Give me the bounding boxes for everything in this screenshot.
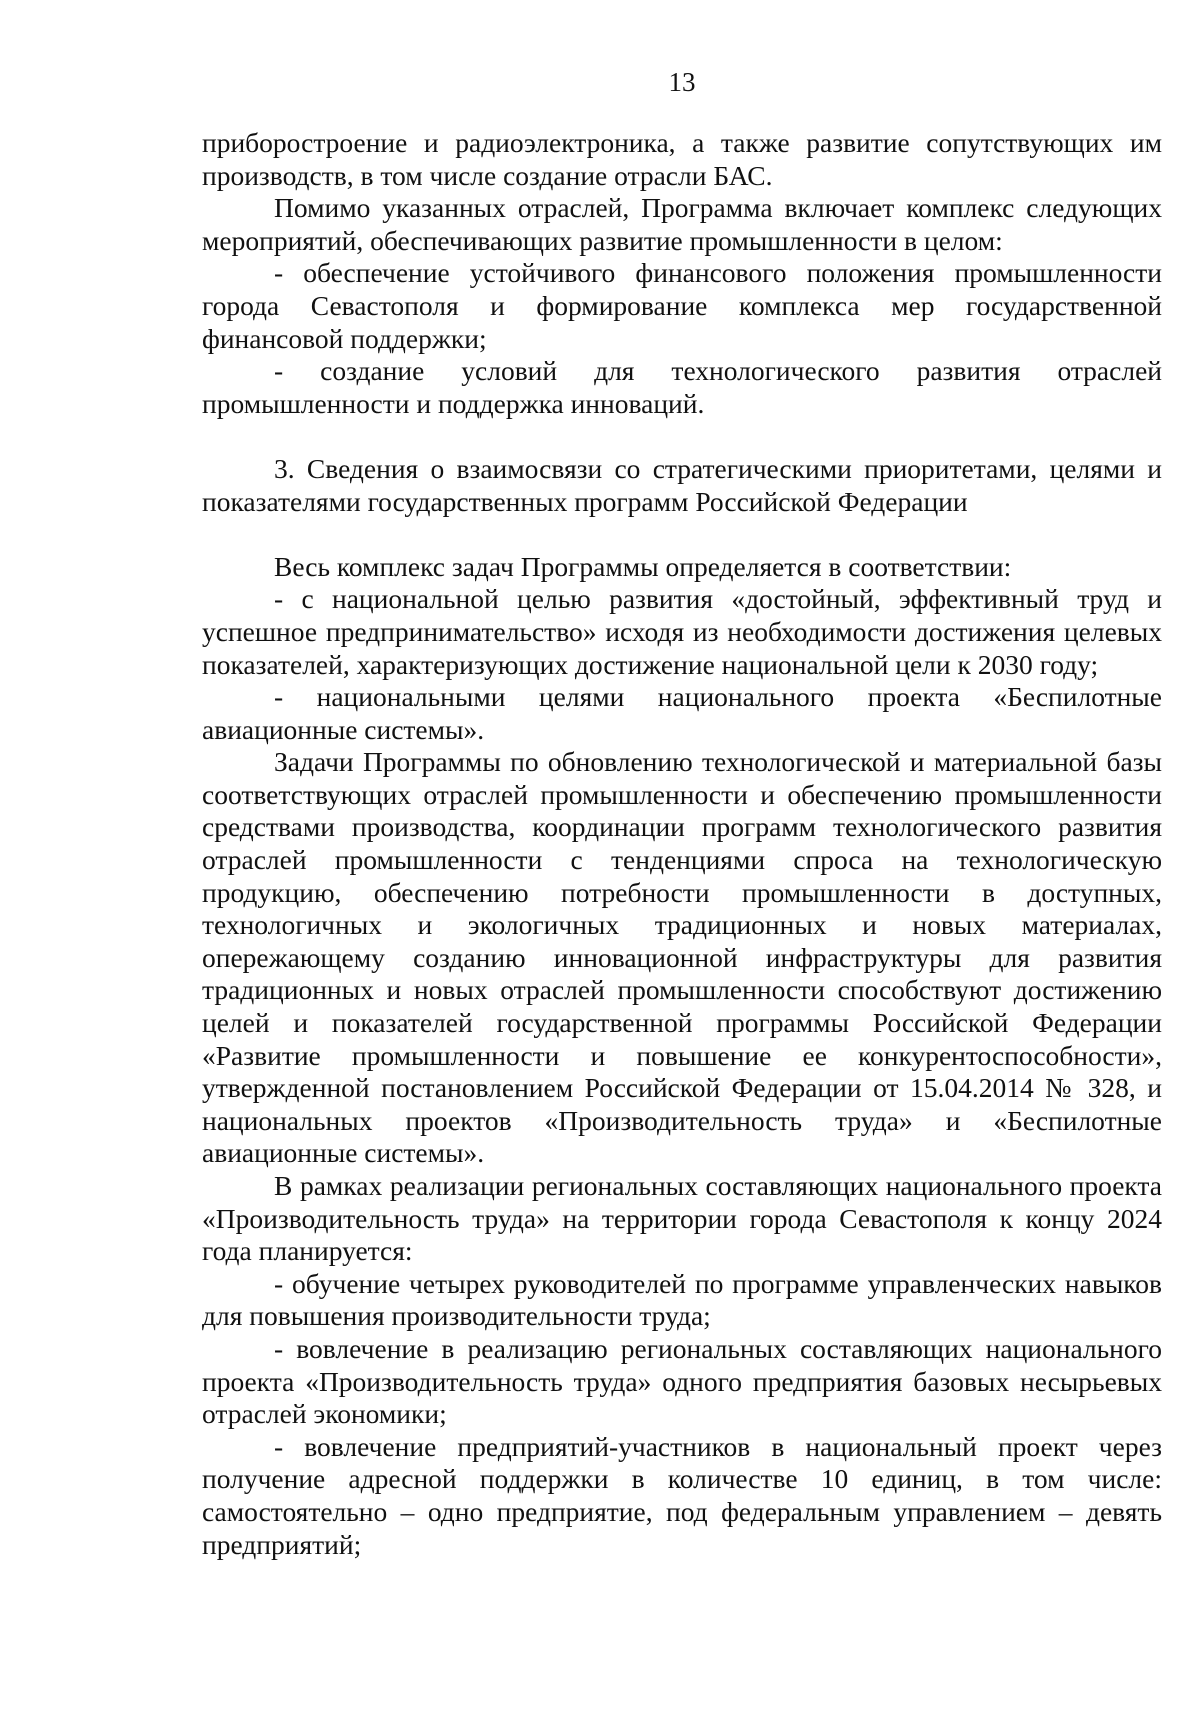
document-body [202,127,1162,1561]
list-item-national-goal: - с национальной целью развития «достойный, эффективный труд и успешное предпринимательство» исходя из необходимости достижения целевых показателей, характеризующих достижение национальной цели к 2030 году; [202,583,1162,680]
list-item-technology-conditions: - создание условий для технологического развития отраслей промышленности и поддержка инноваций. [202,355,1162,419]
paragraph-program-measures: Помимо указанных отраслей, Программа включает комплекс следующих мероприятий, обеспечивающих развитие промышленности в целом: [202,192,1162,256]
paragraph-program-tasks: Задачи Программы по обновлению технологической и материальной базы соответствующих отраслей промышленности и обеспечению промышленности средствами производства, координации программ технологического развития отраслей промышленности с тенденциями спроса на технологическую продукцию, обеспечению потребности промышленности в доступных, технологичных и экологичных традиционных и новых материалах, опережающему созданию инновационной инфраструктуры для развития традиционных и новых отраслей промышленности способствуют достижению целей и показателей государственной программы Российской Федерации «Развитие промышленности и повышение ее конкурентоспособности», утвержденной постановлением Российской Федерации от 15.04.2014 № 328, и национальных проектов «Производительность труда» и «Беспилотные авиационные системы». [202,746,1162,1169]
section-heading: 3. Сведения о взаимосвязи со стратегическими приоритетами, целями и показателями государственных программ Российской Федерации [202,452,1162,517]
list-item-uav-project: - национальными целями национального проекта «Беспилотные авиационные системы». [202,681,1162,745]
list-item-financial-support: - обеспечение устойчивого финансового положения промышленности города Севастополя и формирование комплекса мер государственной финансовой поддержки; [202,257,1162,354]
paragraph-tasks-intro: Весь комплекс задач Программы определяется в соответствии: [274,550,1012,582]
list-item-targeted-support: - вовлечение предприятий-участников в национальный проект через получение адресной поддержки в количестве 10 единиц, в том числе: самостоятельно – одно предприятие, под федеральным управлением – девять предприятий; [202,1430,1162,1560]
page-number: 13 [668,67,696,97]
paragraph-productivity-project: В рамках реализации региональных составляющих национального проекта «Производительность труда» на территории города Севастополя к концу 2024 года планируется: [202,1170,1162,1267]
list-item-training: - обучение четырех руководителей по программе управленческих навыков для повышения производительности труда; [202,1267,1162,1332]
paragraph-industry-continuation: приборостроение и радиоэлектроника, а также развитие сопутствующих им производств, в том числе создание отрасли БАС. [202,127,1162,191]
list-item-enterprise-involvement: - вовлечение в реализацию региональных составляющих национального проекта «Производительность труда» одного предприятия базовых несырьевых отраслей экономики; [202,1332,1162,1430]
